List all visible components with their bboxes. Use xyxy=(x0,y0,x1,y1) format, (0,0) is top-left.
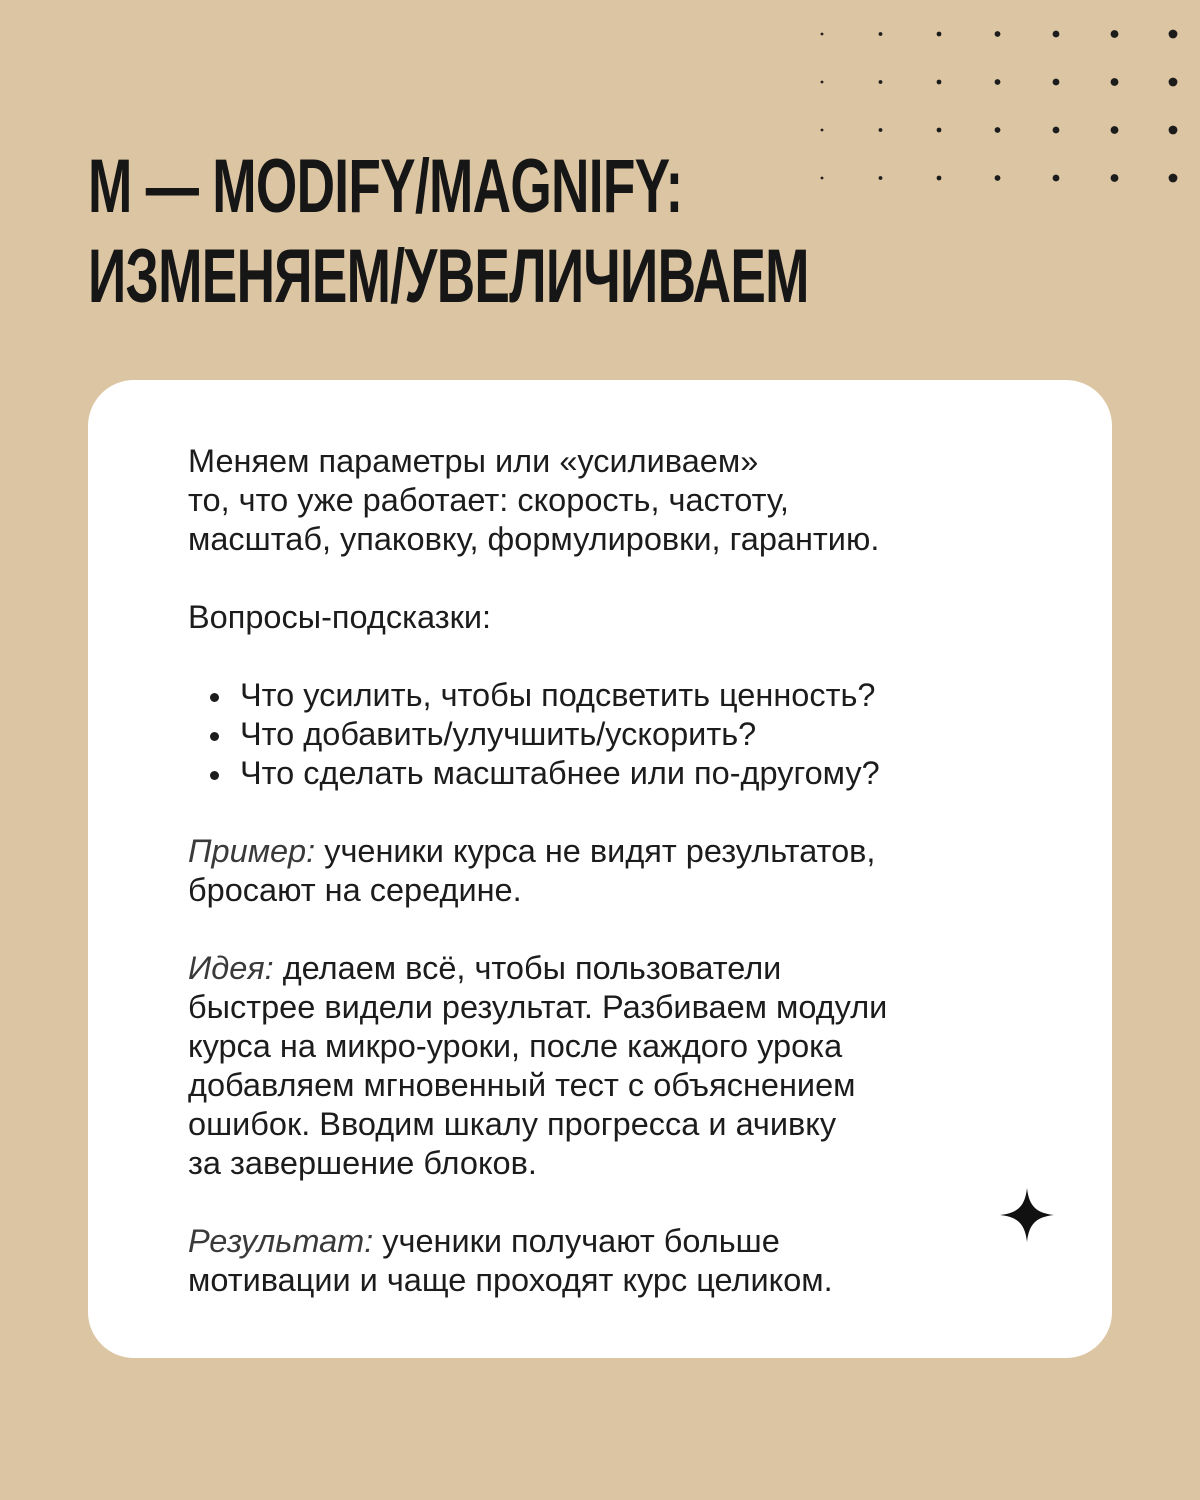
intro-line: то, что уже работает: скорость, частоту, xyxy=(188,482,789,518)
example-label: Пример: xyxy=(188,833,316,869)
idea-text: курса на микро-уроки, после каждого урока xyxy=(188,1028,843,1064)
example-paragraph xyxy=(188,832,1068,910)
decor-dot xyxy=(821,177,824,180)
title-line-2: ИЗМЕНЯЕМ/УВЕЛИЧИВАЕМ xyxy=(88,234,809,319)
decor-dot xyxy=(995,127,1001,133)
questions-list xyxy=(188,676,1068,793)
decor-dot xyxy=(821,129,824,132)
decor-dot xyxy=(995,79,1001,85)
decor-dot xyxy=(821,81,824,84)
result-text: мотивации и чаще проходят курс целиком. xyxy=(188,1262,833,1298)
content-card xyxy=(88,380,1112,1358)
result-text: ученики получают больше xyxy=(373,1223,780,1259)
decor-dot xyxy=(1053,31,1060,38)
decor-dot xyxy=(879,176,883,180)
decor-dot xyxy=(1111,30,1119,38)
idea-text: добавляем мгновенный тест с объяснением xyxy=(188,1067,856,1103)
questions-label: Вопросы-подсказки: xyxy=(188,599,492,635)
decor-dot xyxy=(937,176,942,181)
decor-dot xyxy=(1111,174,1119,182)
decor-dot xyxy=(937,80,942,85)
idea-paragraph xyxy=(188,949,1068,1183)
intro-line: Меняем параметры или «усиливаем» xyxy=(188,443,759,479)
idea-text: быстрее видели результат. Разбиваем модули xyxy=(188,989,888,1025)
card-text xyxy=(188,442,1068,1300)
decor-dot xyxy=(1053,127,1060,134)
decor-dot xyxy=(1053,175,1060,182)
decor-dot xyxy=(937,32,942,37)
decor-dot xyxy=(1111,126,1119,134)
intro-paragraph xyxy=(188,442,1068,559)
decor-dot xyxy=(1169,30,1178,39)
decor-dot xyxy=(879,32,883,36)
idea-text: за завершение блоков. xyxy=(188,1145,537,1181)
title-line-1: M — MODIFY/MAGNIFY: xyxy=(88,144,683,229)
decor-dot xyxy=(879,80,883,84)
decor-dot xyxy=(1053,79,1060,86)
list-item: Что сделать масштабнее или по-другому? xyxy=(188,754,1068,793)
decor-dot xyxy=(995,31,1001,37)
page-title xyxy=(88,142,809,322)
decor-dot xyxy=(1169,78,1178,87)
decor-dot xyxy=(1169,126,1178,135)
list-item: Что усилить, чтобы подсветить ценность? xyxy=(188,676,1068,715)
idea-label: Идея: xyxy=(188,950,274,986)
decor-dot xyxy=(995,175,1001,181)
decor-dot xyxy=(879,128,883,132)
decor-dot xyxy=(821,33,824,36)
intro-line: масштаб, упаковку, формулировки, гарантию. xyxy=(188,521,880,557)
decor-dot xyxy=(1169,174,1178,183)
example-text: бросают на середине. xyxy=(188,872,522,908)
dot-grid-decoration xyxy=(800,10,1200,210)
idea-text: ошибок. Вводим шкалу прогресса и ачивку xyxy=(188,1106,837,1142)
idea-text: делаем всё, чтобы пользователи xyxy=(273,950,782,986)
list-item: Что добавить/улучшить/ускорить? xyxy=(188,715,1068,754)
result-paragraph xyxy=(188,1222,1068,1300)
decor-dot xyxy=(937,128,942,133)
decor-dot xyxy=(1111,78,1119,86)
example-text: ученики курса не видят результатов, xyxy=(315,833,876,869)
result-label: Результат: xyxy=(188,1223,374,1259)
four-point-star-icon xyxy=(1000,1188,1054,1242)
